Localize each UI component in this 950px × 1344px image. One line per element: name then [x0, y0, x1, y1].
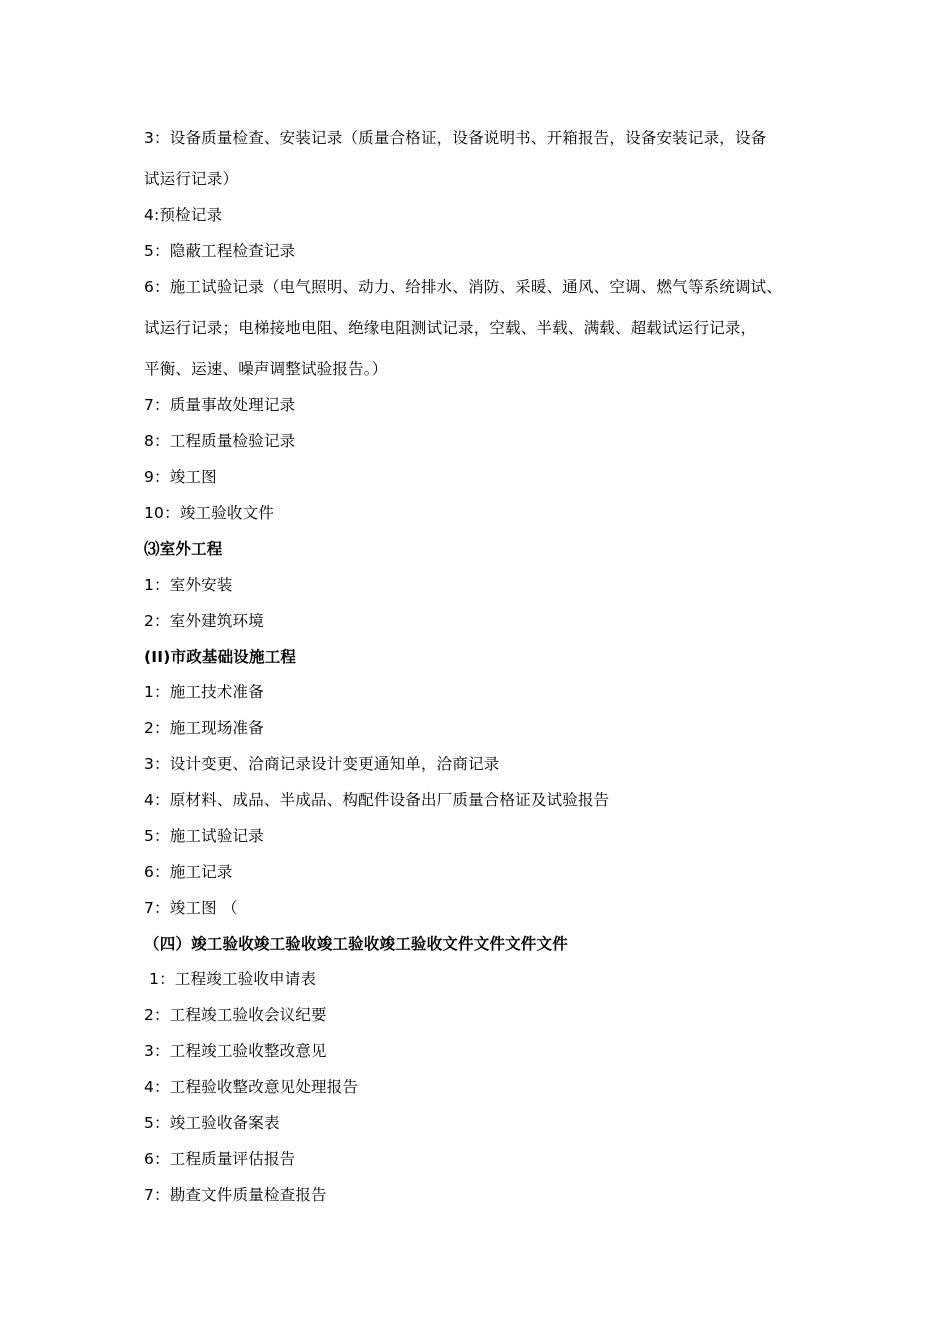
list-item-technical-prep: 1：施工技术准备 [144, 683, 264, 701]
list-item-acceptance-application: 1：工程竣工验收申请表 [144, 970, 317, 988]
section-heading-acceptance: （四）竣工验收竣工验收竣工验收竣工验收文件文件文件文件 [144, 935, 568, 953]
list-item-equipment-quality: 3：设备质量检查、安装记录（质量合格证，设备说明书、开箱报告，设备安装记录，设备 [144, 129, 767, 147]
list-item-pre-inspection: 4:预检记录 [144, 206, 223, 224]
list-item-acceptance-docs: 10：竣工验收文件 [144, 504, 275, 522]
list-item-materials: 4：原材料、成品、半成品、构配件设备出厂质量合格证及试验报告 [144, 791, 610, 809]
list-item-outdoor-environment: 2：室外建筑环境 [144, 612, 264, 630]
list-item-filing-form: 5：竣工验收备案表 [144, 1114, 280, 1132]
list-item-as-built-drawing: 9：竣工图 [144, 468, 217, 486]
list-item-survey-report: 7：勘查文件质量检查报告 [144, 1186, 327, 1204]
list-item-rectification-report: 4：工程验收整改意见处理报告 [144, 1078, 359, 1096]
list-item-test-records: 5：施工试验记录 [144, 827, 264, 845]
list-item-design-changes: 3：设计变更、洽商记录设计变更通知单，洽商记录 [144, 755, 500, 773]
list-item-site-prep: 2：施工现场准备 [144, 719, 264, 737]
list-item-construction-records: 6：施工记录 [144, 863, 233, 881]
list-item-quality-evaluation: 6：工程质量评估报告 [144, 1150, 296, 1168]
list-item-construction-tests: 6：施工试验记录（电气照明、动力、给排水、消防、采暖、通风、空调、燃气等系统调试、 [144, 278, 783, 296]
list-item-concealed-works: 5：隐蔽工程检查记录 [144, 242, 296, 260]
list-item-quality-inspection: 8：工程质量检验记录 [144, 432, 296, 450]
list-item-as-built-drawing: 7：竣工图 （ [144, 899, 238, 917]
list-item-continuation: 平衡、运速、噪声调整试验报告。） [144, 360, 388, 378]
list-item-quality-accident: 7：质量事故处理记录 [144, 396, 296, 414]
list-item-outdoor-installation: 1：室外安装 [144, 576, 233, 594]
section-heading-municipal: (II)市政基础设施工程 [144, 648, 297, 666]
list-item-acceptance-minutes: 2：工程竣工验收会议纪要 [144, 1006, 327, 1024]
list-item-rectification-opinion: 3：工程竣工验收整改意见 [144, 1042, 327, 1060]
list-item-continuation: 试运行记录） [144, 170, 239, 188]
section-heading-outdoor: ⑶室外工程 [144, 540, 223, 558]
list-item-continuation: 试运行记录；电梯接地电阻、绝缘电阻测试记录，空载、半载、满载、超载试运行记录， [144, 319, 757, 337]
